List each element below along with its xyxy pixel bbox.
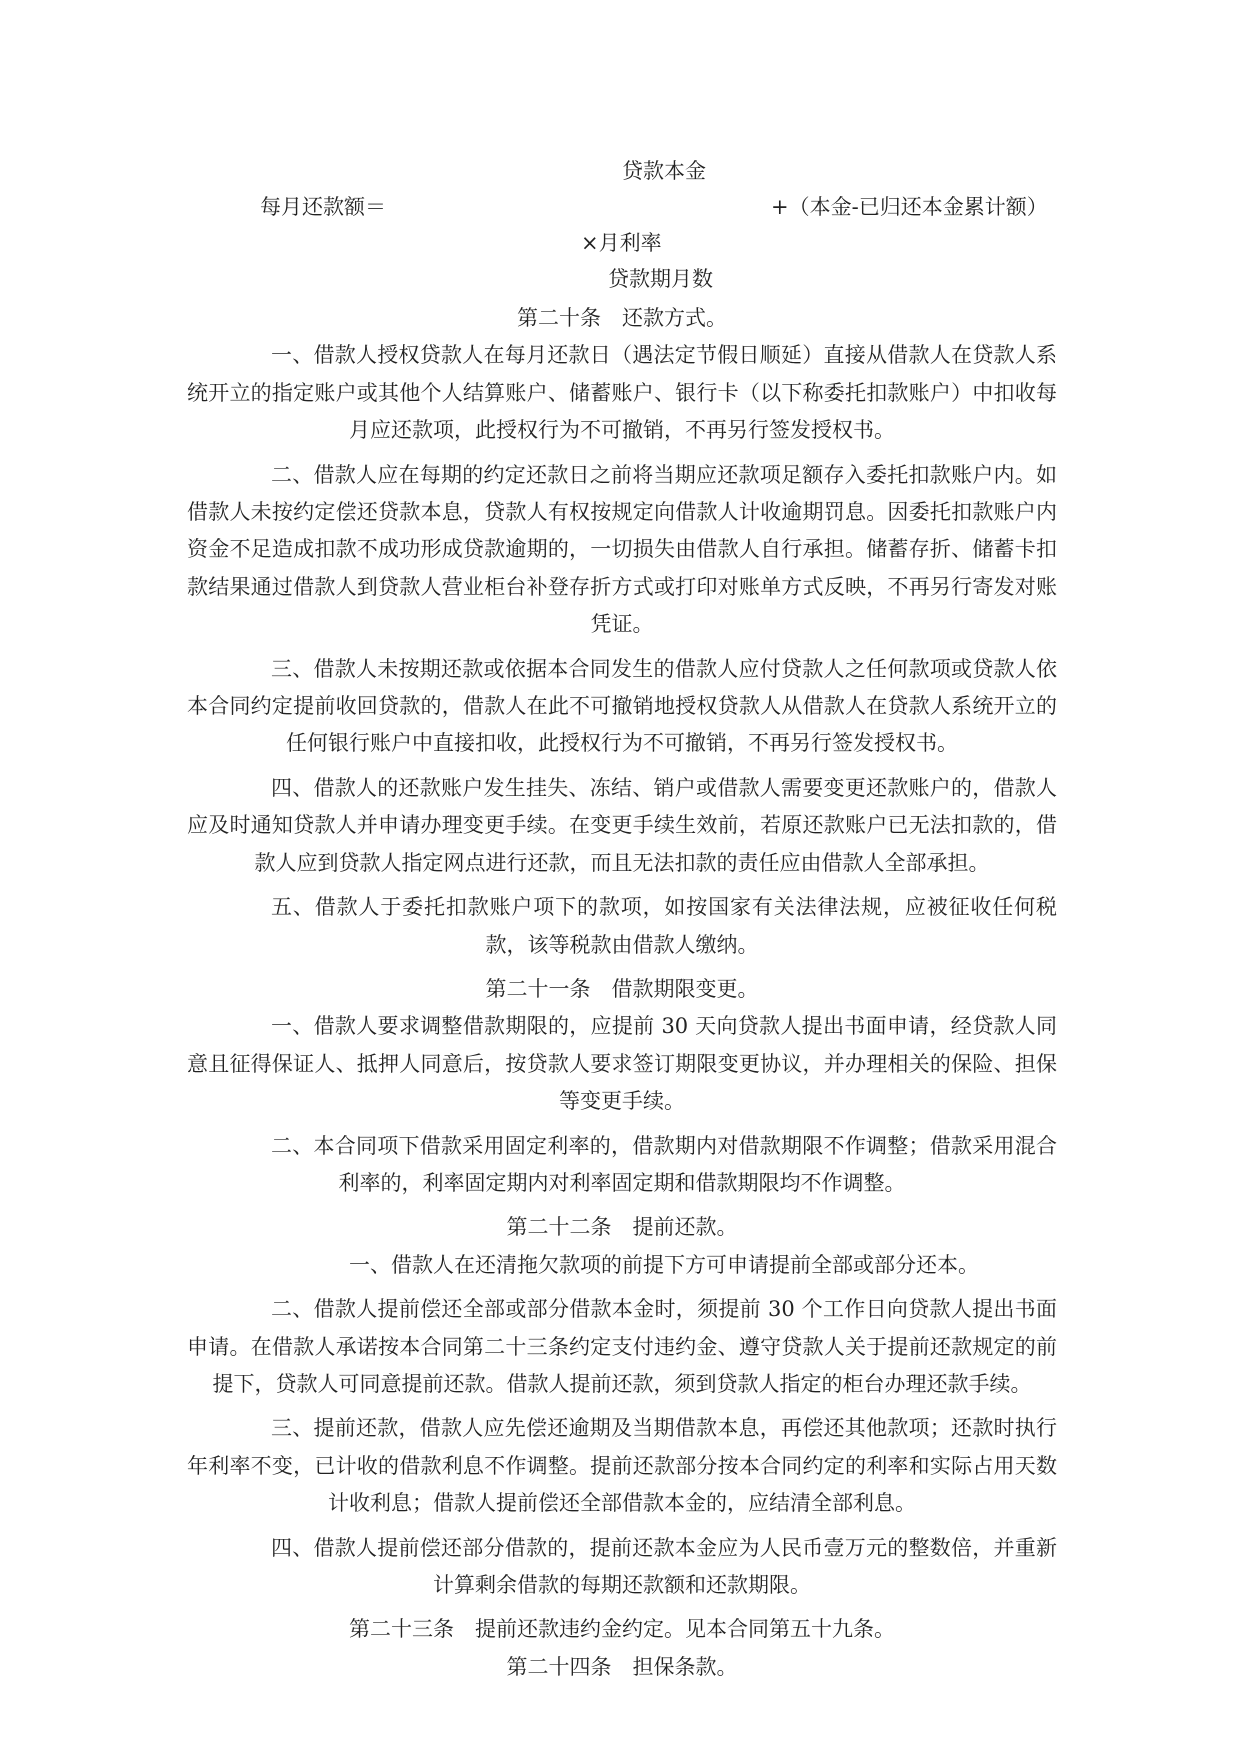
article-20-para-4: 四、借款人的还款账户发生挂失、冻结、销户或借款人需要变更还款账户的，借款人应及时通知贷款人并申请办理变更手续。在变更手续生效前，若原还款账户已无法扣款的，借款人应到贷款人指定网点进行还款，而且无法扣款的责任应由借款人全部承担。 — [187, 775, 1057, 875]
contract-body — [187, 300, 1057, 1686]
article-22-para-2: 二、借款人提前偿还全部或部分借款本金时，须提前 30 个工作日向贷款人提出书面申请。在借款人承诺按本合同第二十三条约定支付违约金、遵守贷款人关于提前还款规定的前提下，贷款人可同意提前还款。借款人提前还款，须到贷款人指定的柜台办理还款手续。 — [187, 1297, 1057, 1396]
article-22-title: 第二十二条 提前还款。 — [506, 1215, 738, 1240]
article-23-title: 第二十三条 提前还款违约金约定。见本合同第五十九条。 — [349, 1617, 895, 1642]
article-20-title: 第二十条 还款方式。 — [517, 306, 727, 330]
formula-plus-term: +（本金-已归还本金累计额） — [771, 195, 1048, 219]
article-20-para-3: 三、借款人未按期还款或依据本合同发生的借款人应付贷款人之任何款项或贷款人依本合同约定提前收回贷款的，借款人在此不可撤销地授权贷款人从借款人在贷款人系统开立的任何银行账户中直接扣收，此授权行为不可撤销，不再另行签发授权书。 — [187, 656, 1057, 756]
article-20-para-2: 二、借款人应在每期的约定还款日之前将当期应还款项足额存入委托扣款账户内。如借款人未按约定偿还贷款本息，贷款人有权按规定向借款人计收逾期罚息。因委托扣款账户内资金不足造成扣款不成功形成贷款逾期的，一切损失由借款人自行承担。储蓄存折、储蓄卡扣款结果通过借款人到贷款人营业柜台补登存折方式或打印对账单方式反映，不再另行寄发对账凭证。 — [187, 462, 1057, 637]
formula-numerator: 贷款本金 — [622, 159, 706, 183]
article-21-para-1: 一、借款人要求调整借款期限的，应提前 30 天向贷款人提出书面申请，经贷款人同意且征得保证人、抵押人同意后，按贷款人要求签订期限变更协议，并办理相关的保险、担保等变更手续。 — [187, 1014, 1057, 1114]
article-20-para-1: 一、借款人授权贷款人在每月还款日（遇法定节假日顺延）直接从借款人在贷款人系统开立的指定账户或其他个人结算账户、储蓄账户、银行卡（以下称委托扣款账户）中扣收每月应还款项，此授权行为不可撤销，不再另行签发授权书。 — [187, 343, 1057, 443]
article-22-para-4: 四、借款人提前偿还部分借款的，提前还款本金应为人民币壹万元的整数倍，并重新计算剩余借款的每期还款额和还款期限。 — [271, 1535, 1057, 1597]
article-21-title: 第二十一条 借款期限变更。 — [485, 976, 759, 1001]
article-21-para-2: 二、本合同项下借款采用固定利率的，借款期内对借款期限不作调整；借款采用混合利率的，利率固定期内对利率固定期和借款期限均不作调整。 — [271, 1133, 1057, 1195]
article-22-para-3: 三、提前还款，借款人应先偿还逾期及当期借款本息，再偿还其他款项；还款时执行年利率不变，已计收的借款利息不作调整。提前还款部分按本合同约定的利率和实际占用天数计收利息；借款人提前偿还全部借款本金的，应结清全部利息。 — [187, 1416, 1057, 1516]
article-24-title: 第二十四条 担保条款。 — [506, 1654, 738, 1679]
article-20-para-5: 五、借款人于委托扣款账户项下的款项，如按国家有关法律法规，应被征收任何税款，该等税款由借款人缴纳。 — [271, 895, 1057, 957]
formula-times-rate: ×月利率 — [581, 231, 662, 255]
article-22-para-1: 一、借款人在还清拖欠款项的前提下方可申请提前全部或部分还本。 — [349, 1252, 979, 1277]
formula-denominator: 贷款期月数 — [608, 267, 713, 291]
formula-lhs: 每月还款额＝ — [260, 195, 386, 219]
